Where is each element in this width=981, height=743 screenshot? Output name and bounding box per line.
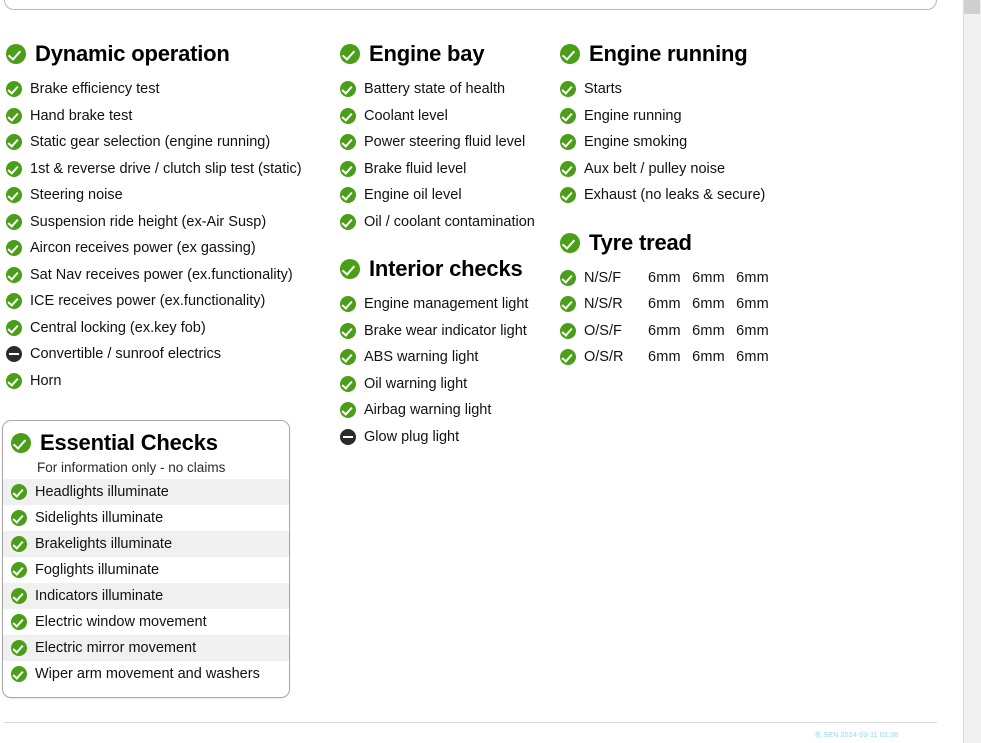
list-item: [340, 76, 565, 103]
section-heading-engine-bay: [340, 42, 565, 66]
check-circle-icon: [560, 270, 576, 286]
list-item-label: Oil / coolant contamination: [364, 213, 535, 230]
tyre-depths: [648, 349, 776, 365]
tyre-depth-value: 6mm: [692, 296, 725, 313]
list-item: [6, 262, 336, 289]
list-item-label: Central locking (ex.key fob): [30, 319, 206, 336]
list-item-label: Battery state of health: [364, 81, 506, 98]
list-item-label: Glow plug light: [364, 428, 460, 445]
tyre-row: [560, 344, 820, 371]
list-item-label: Engine running: [584, 107, 682, 124]
list-item-label: Brakelights illuminate: [35, 536, 173, 553]
list-item-label: Sidelights illuminate: [35, 510, 164, 527]
check-circle-icon: [11, 666, 27, 682]
list-item: [340, 182, 565, 209]
list-item-label: Engine oil level: [364, 187, 462, 204]
list-item: [6, 368, 336, 395]
check-circle-icon: [340, 376, 356, 392]
section-title-text: Tyre tread: [589, 229, 692, 255]
tyre-depths: [648, 323, 776, 339]
section-heading-interior-checks: [340, 257, 565, 281]
list-item: [6, 76, 336, 103]
check-circle-icon: [11, 640, 27, 656]
check-circle-icon: [340, 296, 356, 312]
column-right: [560, 42, 820, 371]
check-circle-icon: [340, 349, 356, 365]
list-item-label: Engine management light: [364, 296, 529, 313]
list-item: [560, 129, 820, 156]
check-circle-icon: [560, 134, 576, 150]
list-item-label: Indicators illuminate: [35, 588, 164, 605]
check-circle-icon: [6, 373, 22, 389]
tyre-depth-value: 6mm: [736, 296, 769, 313]
essential-checks-panel: [2, 420, 290, 698]
tyre-depths: [648, 270, 776, 286]
list-item-label: Aircon receives power (ex gassing): [30, 240, 256, 257]
dash-circle-icon: [6, 346, 22, 362]
tyre-depth-value: 6mm: [692, 269, 725, 286]
list-item-label: Power steering fluid level: [364, 134, 526, 151]
list-item-label: Sat Nav receives power (ex.functionality): [30, 266, 293, 283]
list-item: [3, 661, 289, 687]
list-item: [6, 235, 336, 262]
tyre-depth-value: 6mm: [736, 349, 769, 366]
check-circle-icon: [6, 161, 22, 177]
footer-watermark: 我 SEN 2024-03-11 02:36: [814, 732, 899, 739]
section-title-text: Engine running: [589, 41, 748, 66]
list-item-label: Exhaust (no leaks & secure): [584, 187, 766, 204]
list-item: [6, 209, 336, 236]
list-item-label: ABS warning light: [364, 349, 479, 366]
list-item: [340, 344, 565, 371]
tyre-depth-value: 6mm: [648, 269, 681, 286]
check-circle-icon: [560, 161, 576, 177]
list-item: [340, 397, 565, 424]
list-item-label: 1st & reverse drive / clutch slip test (static): [30, 160, 302, 177]
check-circle-icon: [560, 323, 576, 339]
check-circle-icon: [560, 44, 580, 64]
tyre-depth-value: 6mm: [736, 322, 769, 339]
check-circle-icon: [560, 296, 576, 312]
list-item-label: Electric mirror movement: [35, 640, 197, 657]
essential-checks-note: For information only - no claims: [37, 460, 226, 476]
check-circle-icon: [560, 349, 576, 365]
check-circle-icon: [11, 484, 27, 500]
checklist-engine-bay: [340, 76, 565, 235]
list-item: [560, 182, 820, 209]
section-heading-engine-running: [560, 42, 820, 66]
list-item: [340, 156, 565, 183]
list-item: [6, 288, 336, 315]
list-item: [6, 315, 336, 342]
check-circle-icon: [560, 233, 580, 253]
check-circle-icon: [340, 259, 360, 279]
tyre-depths: [648, 296, 776, 312]
tyre-position-label: O/S/R: [584, 349, 624, 366]
column-middle: [340, 42, 565, 472]
section-title-text: Dynamic operation: [35, 41, 230, 66]
list-item-label: Foglights illuminate: [35, 562, 160, 579]
list-item-label: Wiper arm movement and washers: [35, 666, 260, 683]
check-circle-icon: [6, 108, 22, 124]
list-item: [560, 76, 820, 103]
list-item-label: Convertible / sunroof electrics: [30, 346, 221, 363]
list-item: [3, 479, 289, 505]
check-circle-icon: [340, 214, 356, 230]
tyre-depth-value: 6mm: [648, 322, 681, 339]
checklist-interior-checks: [340, 291, 565, 450]
check-circle-icon: [11, 562, 27, 578]
section-heading-dynamic-operation: [6, 42, 336, 66]
column-left: [6, 42, 336, 416]
check-circle-icon: [340, 187, 356, 203]
list-item: [340, 129, 565, 156]
check-circle-icon: [6, 320, 22, 336]
tyre-position-label: N/S/F: [584, 269, 622, 286]
list-item-label: Horn: [30, 372, 62, 389]
list-item: [340, 424, 565, 451]
check-circle-icon: [560, 81, 576, 97]
dash-circle-icon: [340, 429, 356, 445]
list-item-label: Suspension ride height (ex-Air Susp): [30, 213, 267, 230]
list-item-label: Brake efficiency test: [30, 81, 160, 98]
list-item: [6, 129, 336, 156]
check-circle-icon: [11, 614, 27, 630]
list-item: [340, 103, 565, 130]
check-circle-icon: [6, 240, 22, 256]
list-item-label: Brake fluid level: [364, 160, 467, 177]
list-item: [3, 531, 289, 557]
section-title-text: Essential Checks: [40, 430, 218, 455]
check-circle-icon: [340, 81, 356, 97]
check-circle-icon: [560, 187, 576, 203]
list-item-label: Brake wear indicator light: [364, 322, 527, 339]
list-item: [340, 291, 565, 318]
check-circle-icon: [6, 134, 22, 150]
check-circle-icon: [560, 108, 576, 124]
checklist-engine-running: [560, 76, 820, 209]
list-item: [6, 103, 336, 130]
list-item-label: Headlights illuminate: [35, 484, 169, 501]
tyre-position-label: O/S/F: [584, 322, 622, 339]
check-circle-icon: [340, 108, 356, 124]
check-circle-icon: [340, 44, 360, 64]
list-item-label: Static gear selection (engine running): [30, 134, 271, 151]
list-item: [560, 156, 820, 183]
tyre-position-label: N/S/R: [584, 296, 623, 313]
check-circle-icon: [340, 402, 356, 418]
check-circle-icon: [6, 44, 26, 64]
vertical-scrollbar[interactable]: [963, 0, 981, 743]
tyre-row: [560, 291, 820, 318]
list-item-label: Electric window movement: [35, 614, 207, 631]
section-heading-essential-checks: [11, 431, 289, 455]
check-circle-icon: [6, 293, 22, 309]
check-circle-icon: [11, 536, 27, 552]
list-item-label: Airbag warning light: [364, 402, 492, 419]
checklist-dynamic-operation: [6, 76, 336, 394]
list-item: [3, 557, 289, 583]
tyre-depth-value: 6mm: [736, 269, 769, 286]
check-circle-icon: [6, 187, 22, 203]
list-item: [3, 505, 289, 531]
tyre-depth-value: 6mm: [648, 349, 681, 366]
list-item-label: Engine smoking: [584, 134, 688, 151]
checklist-essential-checks: [3, 479, 289, 687]
check-circle-icon: [340, 134, 356, 150]
tyre-depth-value: 6mm: [648, 296, 681, 313]
check-circle-icon: [6, 214, 22, 230]
list-item: [560, 103, 820, 130]
tyre-depth-value: 6mm: [692, 322, 725, 339]
tyre-row: [560, 265, 820, 292]
tyre-depth-value: 6mm: [692, 349, 725, 366]
check-circle-icon: [11, 588, 27, 604]
check-circle-icon: [6, 267, 22, 283]
list-item: [340, 209, 565, 236]
list-item: [3, 635, 289, 661]
list-item: [6, 156, 336, 183]
list-item: [3, 583, 289, 609]
tyre-row: [560, 318, 820, 345]
list-item: [3, 609, 289, 635]
list-item: [6, 341, 336, 368]
list-item-label: Coolant level: [364, 107, 448, 124]
list-item-label: Hand brake test: [30, 107, 133, 124]
list-item: [340, 318, 565, 345]
check-circle-icon: [6, 81, 22, 97]
section-heading-tyre-tread: [560, 231, 820, 255]
list-item-label: Oil warning light: [364, 375, 468, 392]
check-circle-icon: [11, 510, 27, 526]
list-item-label: Steering noise: [30, 187, 123, 204]
list-item: [6, 182, 336, 209]
check-circle-icon: [340, 161, 356, 177]
scrollbar-thumb[interactable]: [964, 0, 980, 14]
check-circle-icon: [11, 433, 31, 453]
list-item: [340, 371, 565, 398]
section-title-text: Engine bay: [369, 41, 485, 66]
list-item-label: ICE receives power (ex.functionality): [30, 293, 266, 310]
check-circle-icon: [340, 323, 356, 339]
section-title-text: Interior checks: [369, 256, 523, 282]
list-item-label: Starts: [584, 81, 622, 98]
list-item-label: Aux belt / pulley noise: [584, 160, 726, 177]
footer-divider: [4, 722, 937, 723]
